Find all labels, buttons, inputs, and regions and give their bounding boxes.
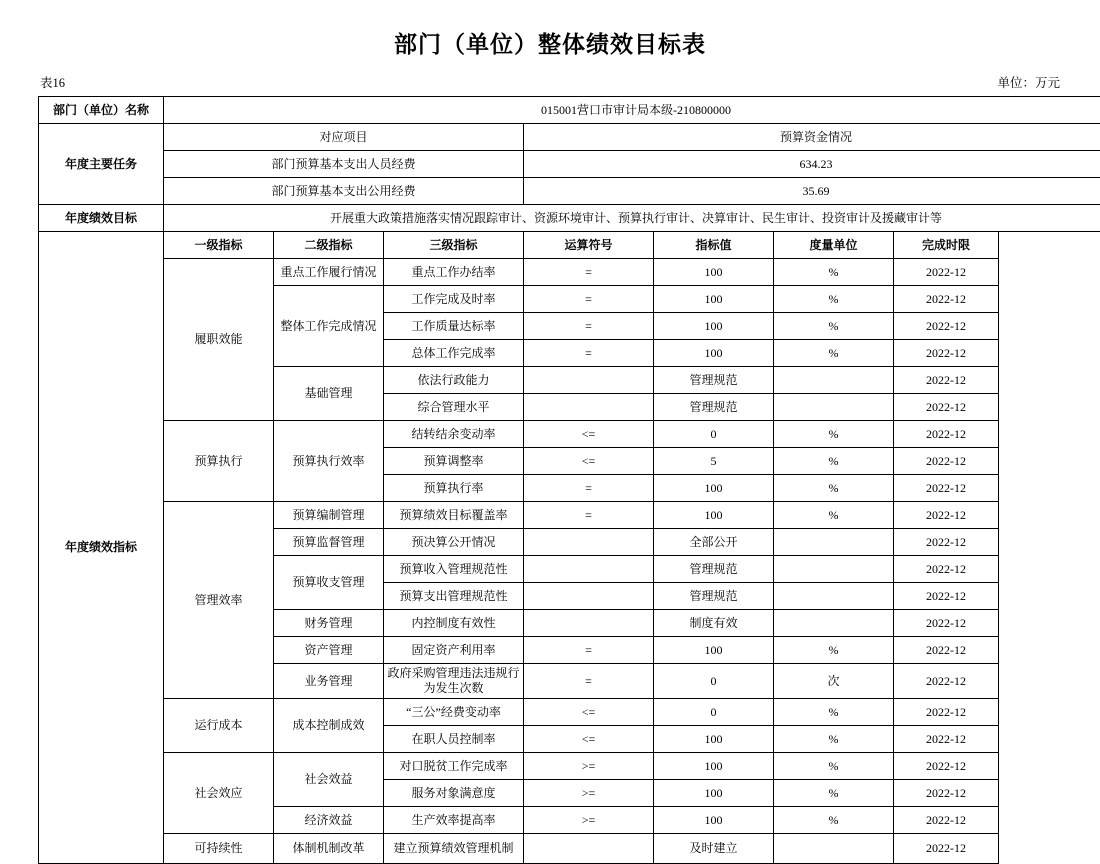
indicators-label: 年度绩效指标 — [39, 232, 164, 864]
indicator-operator: <= — [524, 448, 654, 475]
indicator-level3: 重点工作办结率 — [384, 259, 524, 286]
indicator-deadline: 2022-12 — [894, 610, 999, 637]
indicator-value: 100 — [654, 780, 774, 807]
indicator-level3: “三公”经费变动率 — [384, 699, 524, 726]
indicator-deadline: 2022-12 — [894, 286, 999, 313]
indicator-value: 全部公开 — [654, 529, 774, 556]
indicator-unit — [774, 529, 894, 556]
indicator-level3: 生产效率提高率 — [384, 807, 524, 834]
task-project-name: 部门预算基本支出人员经费 — [164, 151, 524, 178]
indicator-deadline: 2022-12 — [894, 475, 999, 502]
header-operator: 运算符号 — [524, 232, 654, 259]
header-level1: 一级指标 — [164, 232, 274, 259]
indicator-unit — [774, 556, 894, 583]
indicator-level2: 预算执行效率 — [274, 421, 384, 502]
indicator-operator — [524, 610, 654, 637]
task-amount: 634.23 — [524, 151, 1100, 178]
indicator-level3: 服务对象满意度 — [384, 780, 524, 807]
indicator-value: 0 — [654, 421, 774, 448]
indicator-operator: = — [524, 259, 654, 286]
indicator-value: 100 — [654, 753, 774, 780]
table-row — [39, 502, 1100, 529]
indicator-level3: 结转结余变动率 — [384, 421, 524, 448]
indicator-unit — [774, 394, 894, 421]
indicator-operator: = — [524, 664, 654, 699]
indicator-value: 100 — [654, 313, 774, 340]
indicator-value: 100 — [654, 286, 774, 313]
indicator-level3: 预算调整率 — [384, 448, 524, 475]
indicator-level3: 预算收入管理规范性 — [384, 556, 524, 583]
indicator-deadline: 2022-12 — [894, 529, 999, 556]
indicator-value: 100 — [654, 475, 774, 502]
indicator-unit: % — [774, 699, 894, 726]
table-row-tasks-header — [39, 124, 1100, 151]
indicator-unit — [774, 583, 894, 610]
indicator-level1: 可持续性 — [164, 834, 274, 864]
indicator-deadline: 2022-12 — [894, 313, 999, 340]
indicator-operator — [524, 556, 654, 583]
indicator-unit: % — [774, 421, 894, 448]
indicator-level3: 预决算公开情况 — [384, 529, 524, 556]
indicator-deadline: 2022-12 — [894, 367, 999, 394]
indicator-operator — [524, 367, 654, 394]
indicator-level1: 运行成本 — [164, 699, 274, 753]
indicator-operator: = — [524, 286, 654, 313]
indicator-value: 100 — [654, 637, 774, 664]
table-number: 表16 — [40, 73, 65, 91]
indicator-operator: >= — [524, 753, 654, 780]
indicator-level2: 体制机制改革 — [274, 834, 384, 864]
indicator-level1: 社会效应 — [164, 753, 274, 834]
indicator-operator: = — [524, 313, 654, 340]
indicator-deadline: 2022-12 — [894, 421, 999, 448]
indicator-level2: 成本控制成效 — [274, 699, 384, 753]
indicator-operator: >= — [524, 807, 654, 834]
indicator-unit — [774, 367, 894, 394]
table-row — [39, 834, 1100, 864]
indicator-deadline: 2022-12 — [894, 340, 999, 367]
annual-goal-label: 年度绩效目标 — [39, 205, 164, 232]
indicator-level2: 资产管理 — [274, 637, 384, 664]
indicator-operator — [524, 583, 654, 610]
indicator-level3: 预算执行率 — [384, 475, 524, 502]
indicator-level3: 预算支出管理规范性 — [384, 583, 524, 610]
indicator-unit: 次 — [774, 664, 894, 699]
annual-goal-value: 开展重大政策措施落实情况跟踪审计、资源环境审计、预算执行审计、决算审计、民生审计、投资审计及援藏审计等 — [164, 205, 1100, 232]
indicator-level2: 整体工作完成情况 — [274, 286, 384, 367]
indicator-value: 及时建立 — [654, 834, 774, 864]
task-amount: 35.69 — [524, 178, 1100, 205]
indicator-level3: 对口脱贫工作完成率 — [384, 753, 524, 780]
indicator-unit: % — [774, 502, 894, 529]
indicator-operator: <= — [524, 699, 654, 726]
indicator-unit: % — [774, 313, 894, 340]
indicator-value: 0 — [654, 699, 774, 726]
table-row — [39, 699, 1100, 726]
indicator-unit — [774, 610, 894, 637]
col-header-project: 对应项目 — [164, 124, 524, 151]
indicator-value: 管理规范 — [654, 583, 774, 610]
page-title: 部门（单位）整体绩效目标表 — [38, 26, 1062, 59]
indicator-value: 0 — [654, 664, 774, 699]
indicator-value: 100 — [654, 340, 774, 367]
indicator-operator — [524, 394, 654, 421]
indicator-deadline: 2022-12 — [894, 780, 999, 807]
indicator-unit: % — [774, 286, 894, 313]
indicator-level2: 预算收支管理 — [274, 556, 384, 610]
indicator-deadline: 2022-12 — [894, 448, 999, 475]
indicator-deadline: 2022-12 — [894, 556, 999, 583]
indicator-level3: 依法行政能力 — [384, 367, 524, 394]
header-level2: 二级指标 — [274, 232, 384, 259]
indicator-deadline: 2022-12 — [894, 394, 999, 421]
indicator-operator: = — [524, 637, 654, 664]
indicator-level3: 在职人员控制率 — [384, 726, 524, 753]
indicator-operator: = — [524, 502, 654, 529]
header-value: 指标值 — [654, 232, 774, 259]
indicator-level3: 总体工作完成率 — [384, 340, 524, 367]
indicator-level2: 财务管理 — [274, 610, 384, 637]
unit-note: 单位：万元 — [997, 73, 1060, 91]
indicator-operator: <= — [524, 421, 654, 448]
indicator-operator: >= — [524, 780, 654, 807]
header-level3: 三级指标 — [384, 232, 524, 259]
indicator-unit: % — [774, 780, 894, 807]
indicator-level3: 工作质量达标率 — [384, 313, 524, 340]
indicator-operator — [524, 529, 654, 556]
indicator-unit: % — [774, 340, 894, 367]
indicator-operator: = — [524, 340, 654, 367]
indicator-level2: 预算监督管理 — [274, 529, 384, 556]
indicator-level2: 重点工作履行情况 — [274, 259, 384, 286]
indicator-unit: % — [774, 726, 894, 753]
table-row-task-1 — [39, 151, 1100, 178]
table-row-dept-name — [39, 97, 1100, 124]
indicator-deadline: 2022-12 — [894, 583, 999, 610]
indicator-deadline: 2022-12 — [894, 502, 999, 529]
table-row-task-2 — [39, 178, 1100, 205]
performance-goal-table — [38, 96, 1100, 864]
indicator-level2: 预算编制管理 — [274, 502, 384, 529]
indicator-unit: % — [774, 259, 894, 286]
indicator-value: 制度有效 — [654, 610, 774, 637]
header-deadline: 完成时限 — [894, 232, 999, 259]
indicator-unit: % — [774, 753, 894, 780]
indicator-level3: 内控制度有效性 — [384, 610, 524, 637]
table-row — [39, 259, 1100, 286]
indicator-value: 管理规范 — [654, 556, 774, 583]
col-header-budget: 预算资金情况 — [524, 124, 1100, 151]
indicator-value: 5 — [654, 448, 774, 475]
indicator-level3: 固定资产利用率 — [384, 637, 524, 664]
indicator-deadline: 2022-12 — [894, 664, 999, 699]
table-row — [39, 421, 1100, 448]
main-tasks-label: 年度主要任务 — [39, 124, 164, 205]
indicator-deadline: 2022-12 — [894, 753, 999, 780]
indicator-value: 100 — [654, 502, 774, 529]
indicator-deadline: 2022-12 — [894, 699, 999, 726]
table-row — [39, 753, 1100, 780]
indicator-deadline: 2022-12 — [894, 834, 999, 864]
indicator-level1: 管理效率 — [164, 502, 274, 699]
indicator-operator: = — [524, 475, 654, 502]
dept-name-label: 部门（单位）名称 — [39, 97, 164, 124]
indicator-deadline: 2022-12 — [894, 807, 999, 834]
header-unit: 度量单位 — [774, 232, 894, 259]
indicator-unit: % — [774, 475, 894, 502]
table-body — [39, 97, 1100, 864]
indicator-level2: 社会效益 — [274, 753, 384, 807]
indicator-deadline: 2022-12 — [894, 259, 999, 286]
indicator-level3: 预算绩效目标覆盖率 — [384, 502, 524, 529]
indicator-level3: 政府采购管理违法违规行为发生次数 — [384, 664, 524, 699]
indicator-level3: 建立预算绩效管理机制 — [384, 834, 524, 864]
indicator-value: 100 — [654, 726, 774, 753]
document-page — [0, 26, 1100, 801]
indicator-unit — [774, 834, 894, 864]
indicator-unit: % — [774, 448, 894, 475]
indicator-level1: 履职效能 — [164, 259, 274, 421]
indicator-deadline: 2022-12 — [894, 637, 999, 664]
indicator-unit: % — [774, 637, 894, 664]
indicator-level3: 综合管理水平 — [384, 394, 524, 421]
task-project-name: 部门预算基本支出公用经费 — [164, 178, 524, 205]
indicator-level2: 业务管理 — [274, 664, 384, 699]
indicator-unit: % — [774, 807, 894, 834]
table-row-annual-goal — [39, 205, 1100, 232]
indicator-value: 管理规范 — [654, 394, 774, 421]
indicator-level2: 基础管理 — [274, 367, 384, 421]
table-row-indicator-headers — [39, 232, 1100, 259]
indicator-deadline: 2022-12 — [894, 726, 999, 753]
indicator-value: 100 — [654, 807, 774, 834]
indicator-level3: 工作完成及时率 — [384, 286, 524, 313]
indicator-level2: 经济效益 — [274, 807, 384, 834]
dept-name-value: 015001营口市审计局本级-210800000 — [164, 97, 1100, 124]
indicator-operator: <= — [524, 726, 654, 753]
indicator-level1: 预算执行 — [164, 421, 274, 502]
indicator-value: 管理规范 — [654, 367, 774, 394]
indicator-operator — [524, 834, 654, 864]
subheader-row — [38, 73, 1062, 91]
indicator-value: 100 — [654, 259, 774, 286]
